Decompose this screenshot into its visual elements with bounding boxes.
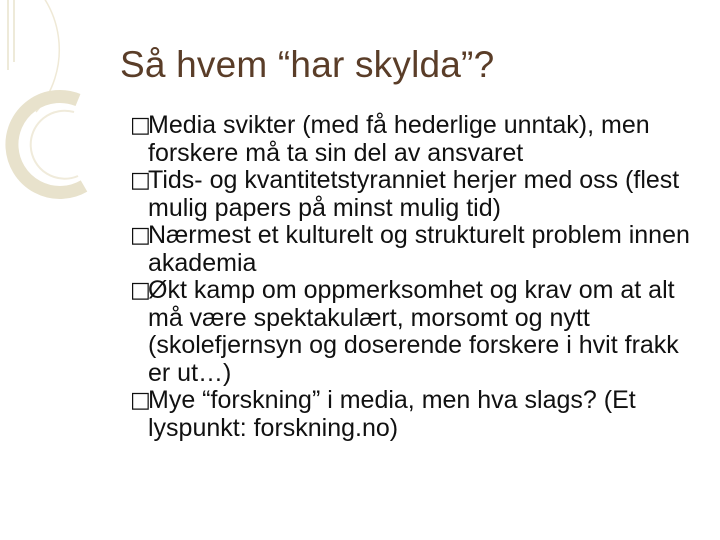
bullet-item [130,277,700,387]
bullet-text: Nærmest et kulturelt og strukturelt problem innen akademia [148,221,690,277]
bullet-list [130,112,700,442]
bullet-marker-icon: □ [130,113,151,138]
bullet-marker-icon: □ [130,278,151,303]
bullet-marker-icon: □ [130,223,151,248]
bullet-text: Tids- og kvantitetstyranniet herjer med oss (flest mulig papers på minst mulig tid) [148,166,680,222]
bullet-marker-icon: □ [130,388,151,413]
bullet-text: Mye “forskning” i media, men hva slags? (Et lyspunkt: forskning.no) [148,386,636,442]
slide-title: Så hvem “har skylda”? [120,44,495,85]
bullet-item [130,387,700,442]
bullet-item [130,222,700,277]
bullet-marker-icon: □ [130,168,151,193]
bullet-text: Media svikter (med få hederlige unntak), men forskere må ta sin del av ansvaret [148,111,650,167]
bullet-item [130,112,700,167]
bullet-text: Økt kamp om oppmerksomhet og krav om at alt må være spektakulært, morsomt og nytt (skolefjernsyn og doserende forskere i hvit frakk er ut…) [148,276,679,387]
decorative-arc-graphic [0,0,140,230]
bullet-item [130,167,700,222]
